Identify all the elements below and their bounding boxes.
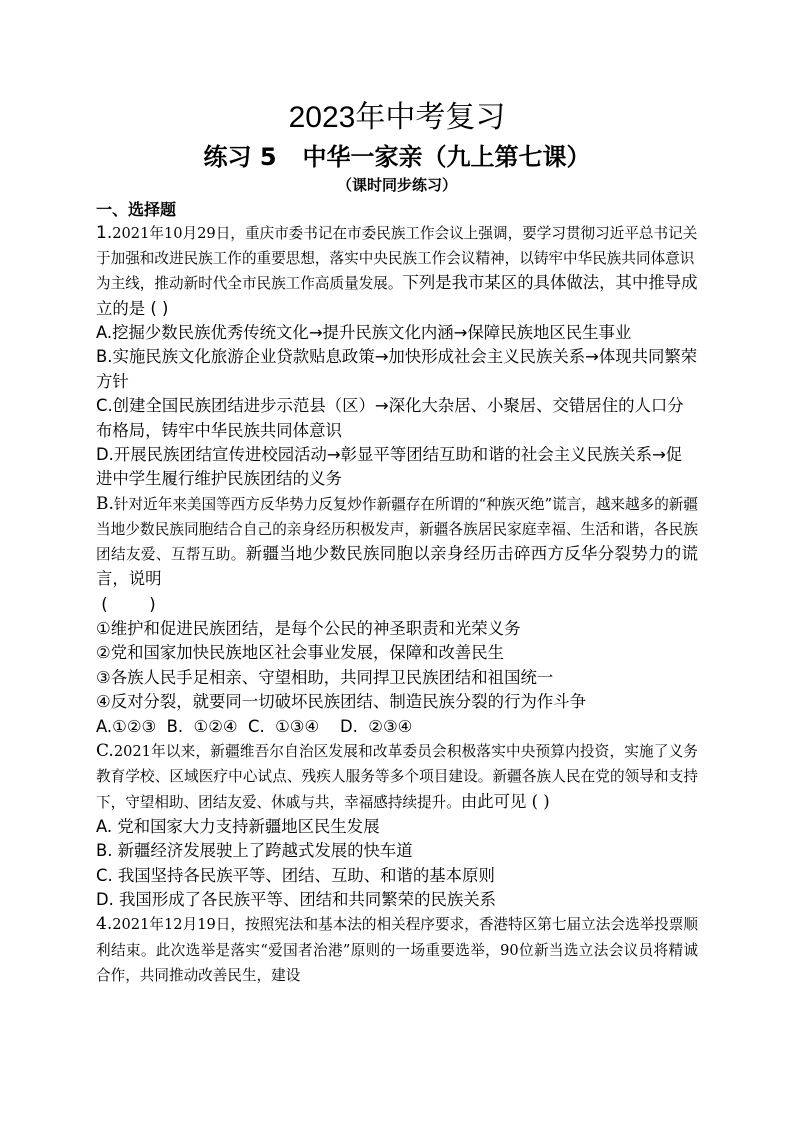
option-b: B.实施民族文化旅游企业贷款贴息政策→加快形成社会主义民族关系→体现共同繁荣方针 (96, 347, 698, 391)
answer-choices: A.①②③ B. ①②④ C. ①③④ D. ②③④ (96, 716, 413, 736)
statement-2: ②党和国家加快民族地区社会事业发展，保障和改善民生 (96, 643, 505, 663)
question-stem: 针对近年来美国等西方反华势力反复炒作新疆存在所谓的“种族灭绝”谎言，越来越多的新疆当地少数民族同胞结合自己的亲身经历积极发声，新疆各族居民家庭幸福、生活和谐，各民族团结友爱、互帮互助。 (96, 495, 698, 564)
option-a: A.挖掘少数民族优秀传统文化→提升民族文化内涵→保障民族地区民生事业 (96, 323, 632, 343)
option-d: D.开展民族团结宣传进校园活动→彰显平等团结互助和谐的社会主义民族关系→促进中学生履行维护民族团结的义务 (96, 445, 683, 489)
option-b: B. 新疆经济发展驶上了跨越式发展的快车道 (96, 841, 413, 861)
question-number: C. (96, 741, 114, 762)
question-2 (96, 492, 698, 739)
statement-4: ④反对分裂，就要同一切破坏民族团结、制造民族分裂的行为作斗争 (96, 692, 587, 712)
question-4 (96, 912, 698, 988)
question-prompt: 由此可见 ( ) (460, 791, 550, 811)
question-3 (96, 739, 698, 912)
statement-1: ①维护和促进民族团结，是每个公民的神圣职责和光荣义务 (96, 619, 521, 639)
question-stem: 2021年10月29日，重庆市委书记在市委民族工作会议上强调，要学习贯彻习近平总书记关于加强和改进民族工作的重要思想，落实中央民族工作会议精神，以铸牢中华民族共同体意识为主线，推动新时代全市民族工作高质量发展。 (96, 225, 698, 293)
question-stem: 2021年12月19日，按照宪法和基本法的相关程序要求，香港特区第七届立法会选举投票顺利结束。此次选举是落实“爱国者治港”原则的一场重要选举，90位新当选立法会议员将精诚合作，共同推动改善民生，建设 (96, 916, 698, 984)
page-title: 2023年中考复习 (288, 101, 506, 134)
question-stem: 2021年以来，新疆维吾尔自治区发展和改革委员会积极落实中央预算内投资，实施了义务教育学校、区域医疗中心试点、残疾人服务等多个项目建设。新疆各族人民在党的领导和支持下，守望相助、团结友爱、休戚与共，幸福感持续提升。 (96, 743, 698, 811)
question-number: B. (96, 493, 114, 514)
section-heading: 一、选择题 (96, 200, 177, 219)
worksheet-page (96, 98, 698, 988)
option-c: C.创建全国民族团结进步示范县（区）→深化大杂居、小聚居、交错居住的人口分布格局，铸牢中华民族共同体意识 (96, 396, 684, 440)
question-prompt: 新疆当地少数民族同胞以亲身经历击碎西方反华分裂势力的谎言，说明 (96, 544, 698, 589)
lesson-number: 练习 5 (203, 143, 277, 171)
answer-blank: ( ) (96, 594, 156, 614)
option-c: C. 我国坚持各民族平等、团结、互助、和谐的基本原则 (96, 865, 495, 885)
question-number: 4. (96, 914, 113, 935)
option-d: D. 我国形成了各民族平等、团结和共同繁荣的民族关系 (96, 889, 497, 909)
option-a: A. 党和国家大力支持新疆地区民生发展 (96, 816, 380, 836)
question-number: 1. (96, 223, 113, 243)
question-1 (96, 221, 698, 492)
lesson-subtitle (96, 140, 698, 174)
caption: （课时同步练习） (336, 176, 457, 194)
statement-3: ③各族人民手足相亲、守望相助，共同捍卫民族团结和祖国统一 (96, 667, 554, 687)
lesson-title: 中华一家亲（九上第七课） (302, 143, 591, 171)
question-prompt: 下列是我市某区的具体做法，其中推导成立的是 ( ) (96, 273, 698, 318)
